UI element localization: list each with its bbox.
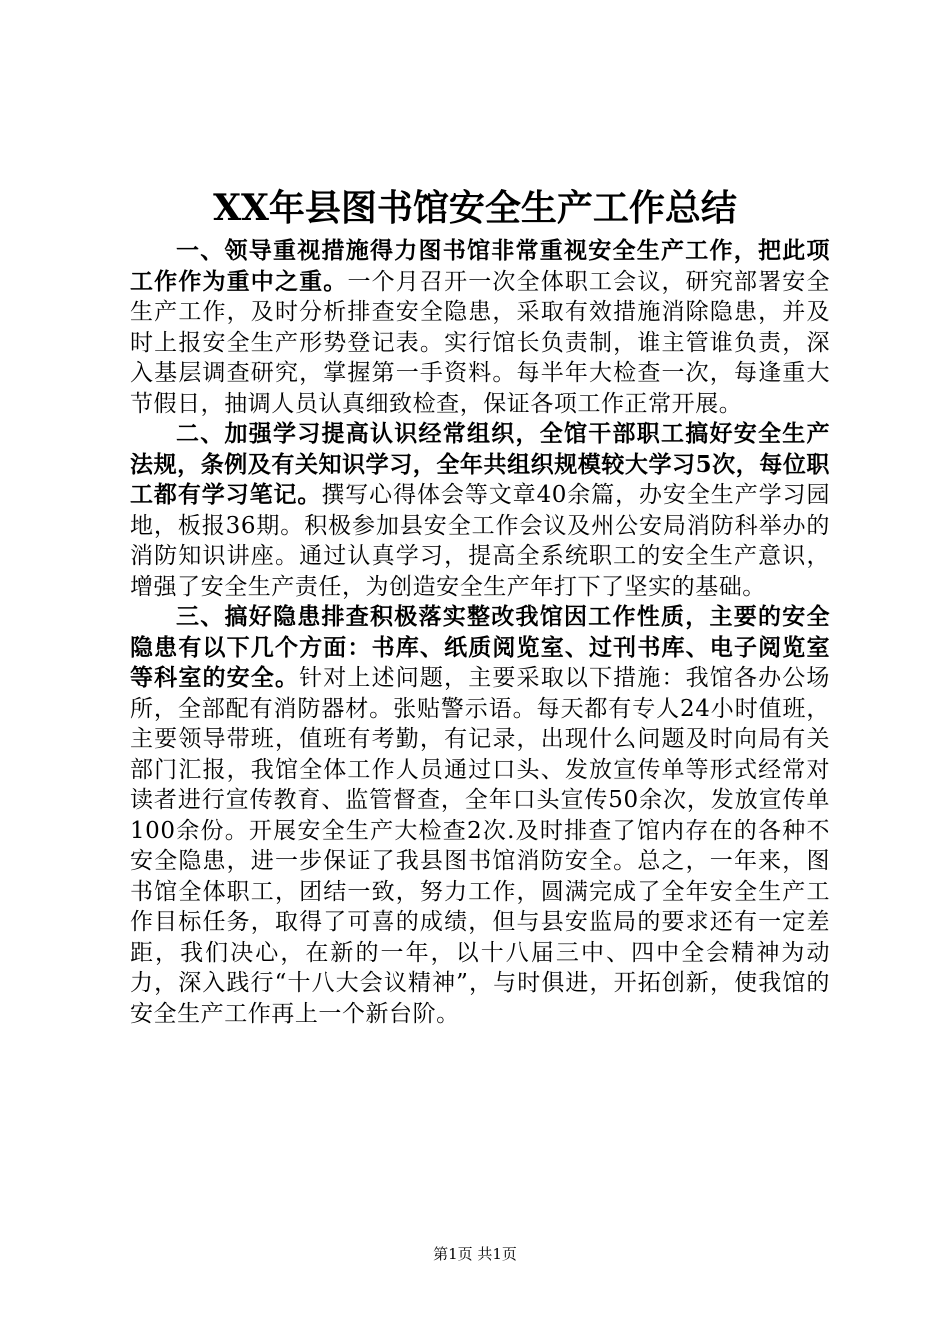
- paragraph-1-text: 一个月召开一次全体职工会议，研究部署安全生产工作，及时分析排查安全隐患，采取有效措施消除隐患，并及时上报安全生产形势登记表。实行馆长负责制，谁主管谁负责，深入基层调查研究，掌握第一手资料。每半年大检查一次，每逢重大节假日，抽调人员认真细致检查，保证各项工作正常开展。: [130, 268, 831, 417]
- paragraph-2-text: 撰写心得体会等文章40余篇，办安全生产学习园地，板报36期。积极参加县安全工作会议及州公安局消防科举办的消防知识讲座。通过认真学习，提高全系统职工的安全生产意识，增强了安全生产责任，为创造安全生产年打下了坚实的基础。: [130, 482, 830, 600]
- document-body: [130, 236, 830, 1029]
- page-footer: 第1页 共1页: [433, 1245, 517, 1263]
- paragraph-3-heading: 三、搞好隐患排查积极落实整改我馆因工作性质，主要的安全隐患有以下几个方面：书库、纸质阅览室、过刊书库、电子阅览室等科室的安全。: [130, 603, 830, 691]
- paragraph-3-text: 针对上述问题，主要采取以下措施：我馆各办公场所，全部配有消防器材。张贴警示语。每天都有专人24小时值班，主要领导带班，值班有考勤，有记录，出现什么问题及时向局有关部门汇报，我馆全体工作人员通过口头、发放宣传单等形式经常对读者进行宣传教育、监管督查，全年口头宣传50余次，发放宣传单100余份。开展安全生产大检查2次.及时排查了馆内存在的各种不安全隐患，进一步保证了我县图书馆消防安全。总之，一年来，图书馆全体职工，团结一致，努力工作，圆满完成了全年安全生产工作目标任务，取得了可喜的成绩，但与县安监局的要求还有一定差距，我们决心，在新的一年，以十八届三中、四中全会精神为动力，深入践行“十八大会议精神”，与时俱进，开拓创新，使我馆的安全生产工作再上一个新台阶。: [130, 665, 830, 1027]
- paragraph-3: [130, 602, 830, 1029]
- document-title: XX年县图书馆安全生产工作总结: [213, 187, 737, 229]
- paragraph-2: [130, 419, 830, 602]
- paragraph-1: [130, 236, 830, 419]
- paragraph-2-heading: 二、加强学习提高认识经常组织，全馆干部职工搞好安全生产法规，条例及有关知识学习，全年共组织规模较大学习5次，每位职工都有学习笔记。: [130, 420, 830, 508]
- paragraph-1-heading: 一、领导重视措施得力图书馆非常重视安全生产工作，把此项工作作为重中之重。: [130, 237, 830, 295]
